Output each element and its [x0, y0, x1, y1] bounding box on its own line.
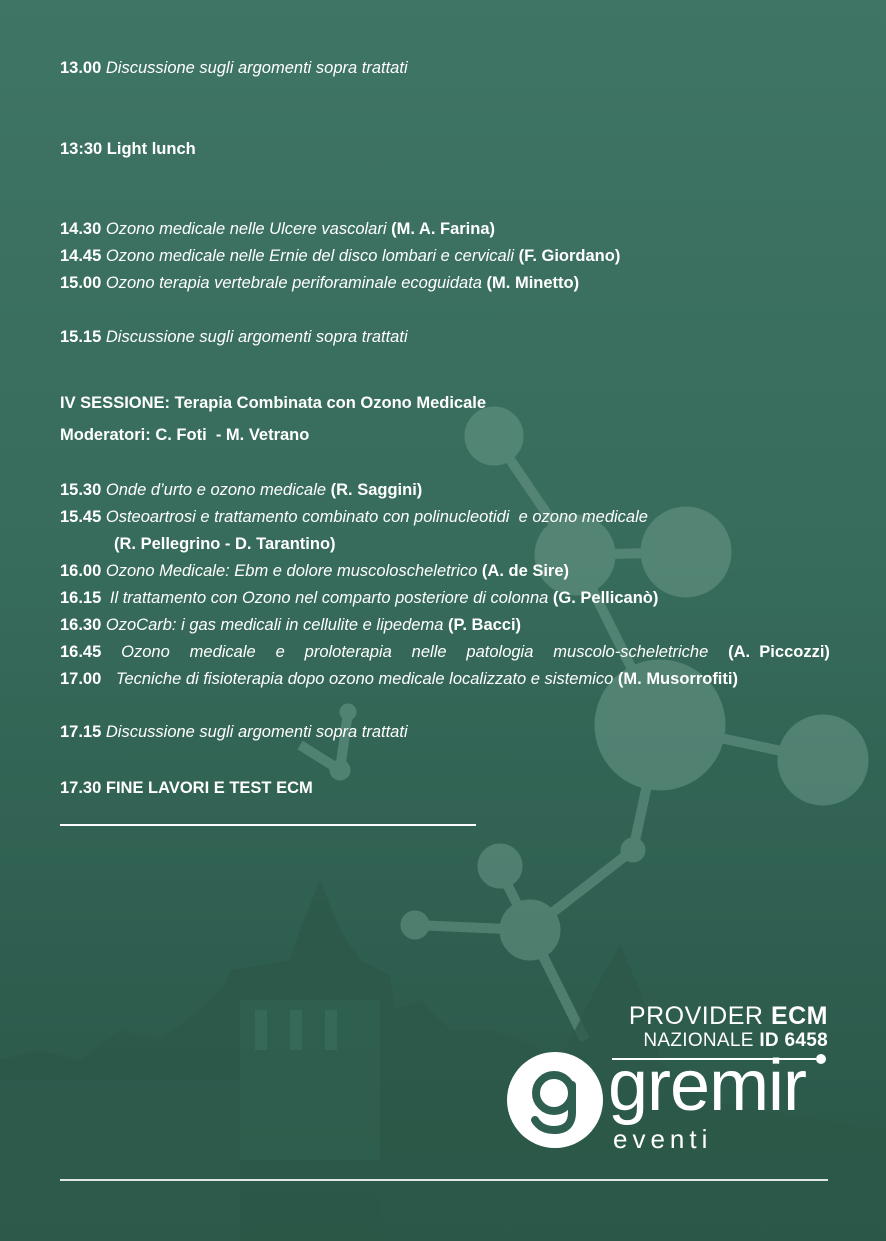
session-item — [60, 669, 738, 689]
closing-item — [60, 722, 408, 742]
closing-final-text: 17.30 FINE LAVORI E TEST ECM — [60, 779, 313, 797]
session-moderators-text: Moderatori: C. Foti - M. Vetrano — [60, 426, 310, 444]
item-description-word: patologia — [466, 643, 534, 661]
provider-ecm: ECM — [770, 1002, 828, 1030]
item-description-word: proloterapia — [304, 643, 392, 661]
item-description-word: medicale — [189, 643, 256, 661]
item-speaker: (R. Pellegrino - D. Tarantino) — [114, 535, 336, 553]
item-description: Onde d’urto e ozono medicale — [105, 481, 327, 499]
item-speaker: (M. A. Farina) — [391, 220, 496, 238]
item-description: Ozono terapia vertebrale periforaminale ecoguidata — [105, 274, 482, 292]
item-time: 16.45 — [60, 643, 102, 661]
item-time: 14.45 — [60, 247, 102, 265]
session-item-continuation — [114, 534, 336, 554]
item-time: 15.00 — [60, 274, 102, 292]
gremir-logo-icon — [505, 1050, 605, 1150]
item-description-word: e — [275, 643, 285, 661]
provider-id: ID 6458 — [759, 1030, 828, 1051]
closing-final — [60, 778, 313, 798]
item-description: Ozono medicale nelle Ulcere vascolari — [105, 220, 387, 238]
footer-divider — [60, 1179, 828, 1181]
item-description-word: nelle — [411, 643, 447, 661]
item-speaker: (P. Bacci) — [447, 616, 522, 634]
item-time: 16.15 — [60, 589, 102, 607]
item-description-word: Ozono — [121, 643, 170, 661]
item-description: Tecniche di fisioterapia dopo ozono medicale localizzato e sistemico — [115, 670, 614, 688]
schedule-item — [60, 327, 408, 347]
item-time: 13.00 — [60, 59, 102, 77]
session-item — [60, 561, 569, 581]
item-time: 15.30 — [60, 481, 102, 499]
item-speaker: (R. Saggini) — [330, 481, 423, 499]
item-description: Ozono medicale nelle Ernie del disco lombari e cervicali — [105, 247, 514, 265]
item-description: Discussione sugli argomenti sopra trattati — [105, 328, 408, 346]
session-title-text: IV SESSIONE: Terapia Combinata con Ozono Medicale — [60, 394, 487, 412]
session-item — [60, 480, 422, 500]
schedule-item — [60, 246, 620, 266]
provider-line-1 — [629, 1004, 828, 1029]
session-item — [60, 642, 830, 662]
item-time: 15.15 — [60, 328, 102, 346]
item-speaker: (A. de Sire) — [481, 562, 570, 580]
item-time: 15.45 — [60, 508, 102, 526]
session-moderators — [60, 425, 309, 445]
provider-badge — [629, 1004, 828, 1050]
schedule-item — [60, 219, 495, 239]
item-description: OzoCarb: i gas medicali in cellulite e lipedema — [105, 616, 444, 634]
item-time: 17.15 — [60, 723, 102, 741]
schedule-item — [60, 58, 408, 78]
item-speaker: (M. Minetto) — [486, 274, 580, 292]
item-time: 14.30 — [60, 220, 102, 238]
schedule-item — [60, 273, 579, 293]
provider-national: NAZIONALE — [643, 1030, 754, 1051]
item-speaker: (A. Piccozzi) — [728, 643, 830, 661]
session-item — [60, 615, 521, 635]
item-description: Discussione sugli argomenti sopra trattati — [105, 723, 408, 741]
item-time: 16.00 — [60, 562, 102, 580]
item-description-word: muscolo-scheletriche — [553, 643, 709, 661]
session-item — [60, 507, 648, 527]
brand-subtitle: eventi — [613, 1124, 713, 1154]
session-item — [60, 588, 658, 608]
item-description: Ozono Medicale: Ebm e dolore muscoloscheletrico — [105, 562, 478, 580]
brand-dot — [816, 1054, 826, 1064]
item-description: Osteoartrosi e trattamento combinato con polinucleotidi e ozono medicale — [105, 508, 648, 526]
item-speaker: (F. Giordano) — [518, 247, 621, 265]
item-description: Discussione sugli argomenti sopra trattati — [105, 59, 408, 77]
schedule-item — [60, 139, 196, 159]
item-time: 16.30 — [60, 616, 102, 634]
item-description: Il trattamento con Ozono nel comparto posteriore di colonna — [109, 589, 549, 607]
provider-label: PROVIDER — [628, 1002, 764, 1030]
brand-name: gremir — [608, 1046, 807, 1126]
section-divider — [60, 824, 476, 826]
item-time: 13:30 — [60, 140, 103, 158]
item-time: 17.00 — [60, 670, 102, 688]
item-speaker: (G. Pellicanò) — [552, 589, 659, 607]
session-title — [60, 393, 486, 413]
item-speaker: (M. Musorrofiti) — [617, 670, 738, 688]
item-description: Light lunch — [106, 140, 196, 158]
